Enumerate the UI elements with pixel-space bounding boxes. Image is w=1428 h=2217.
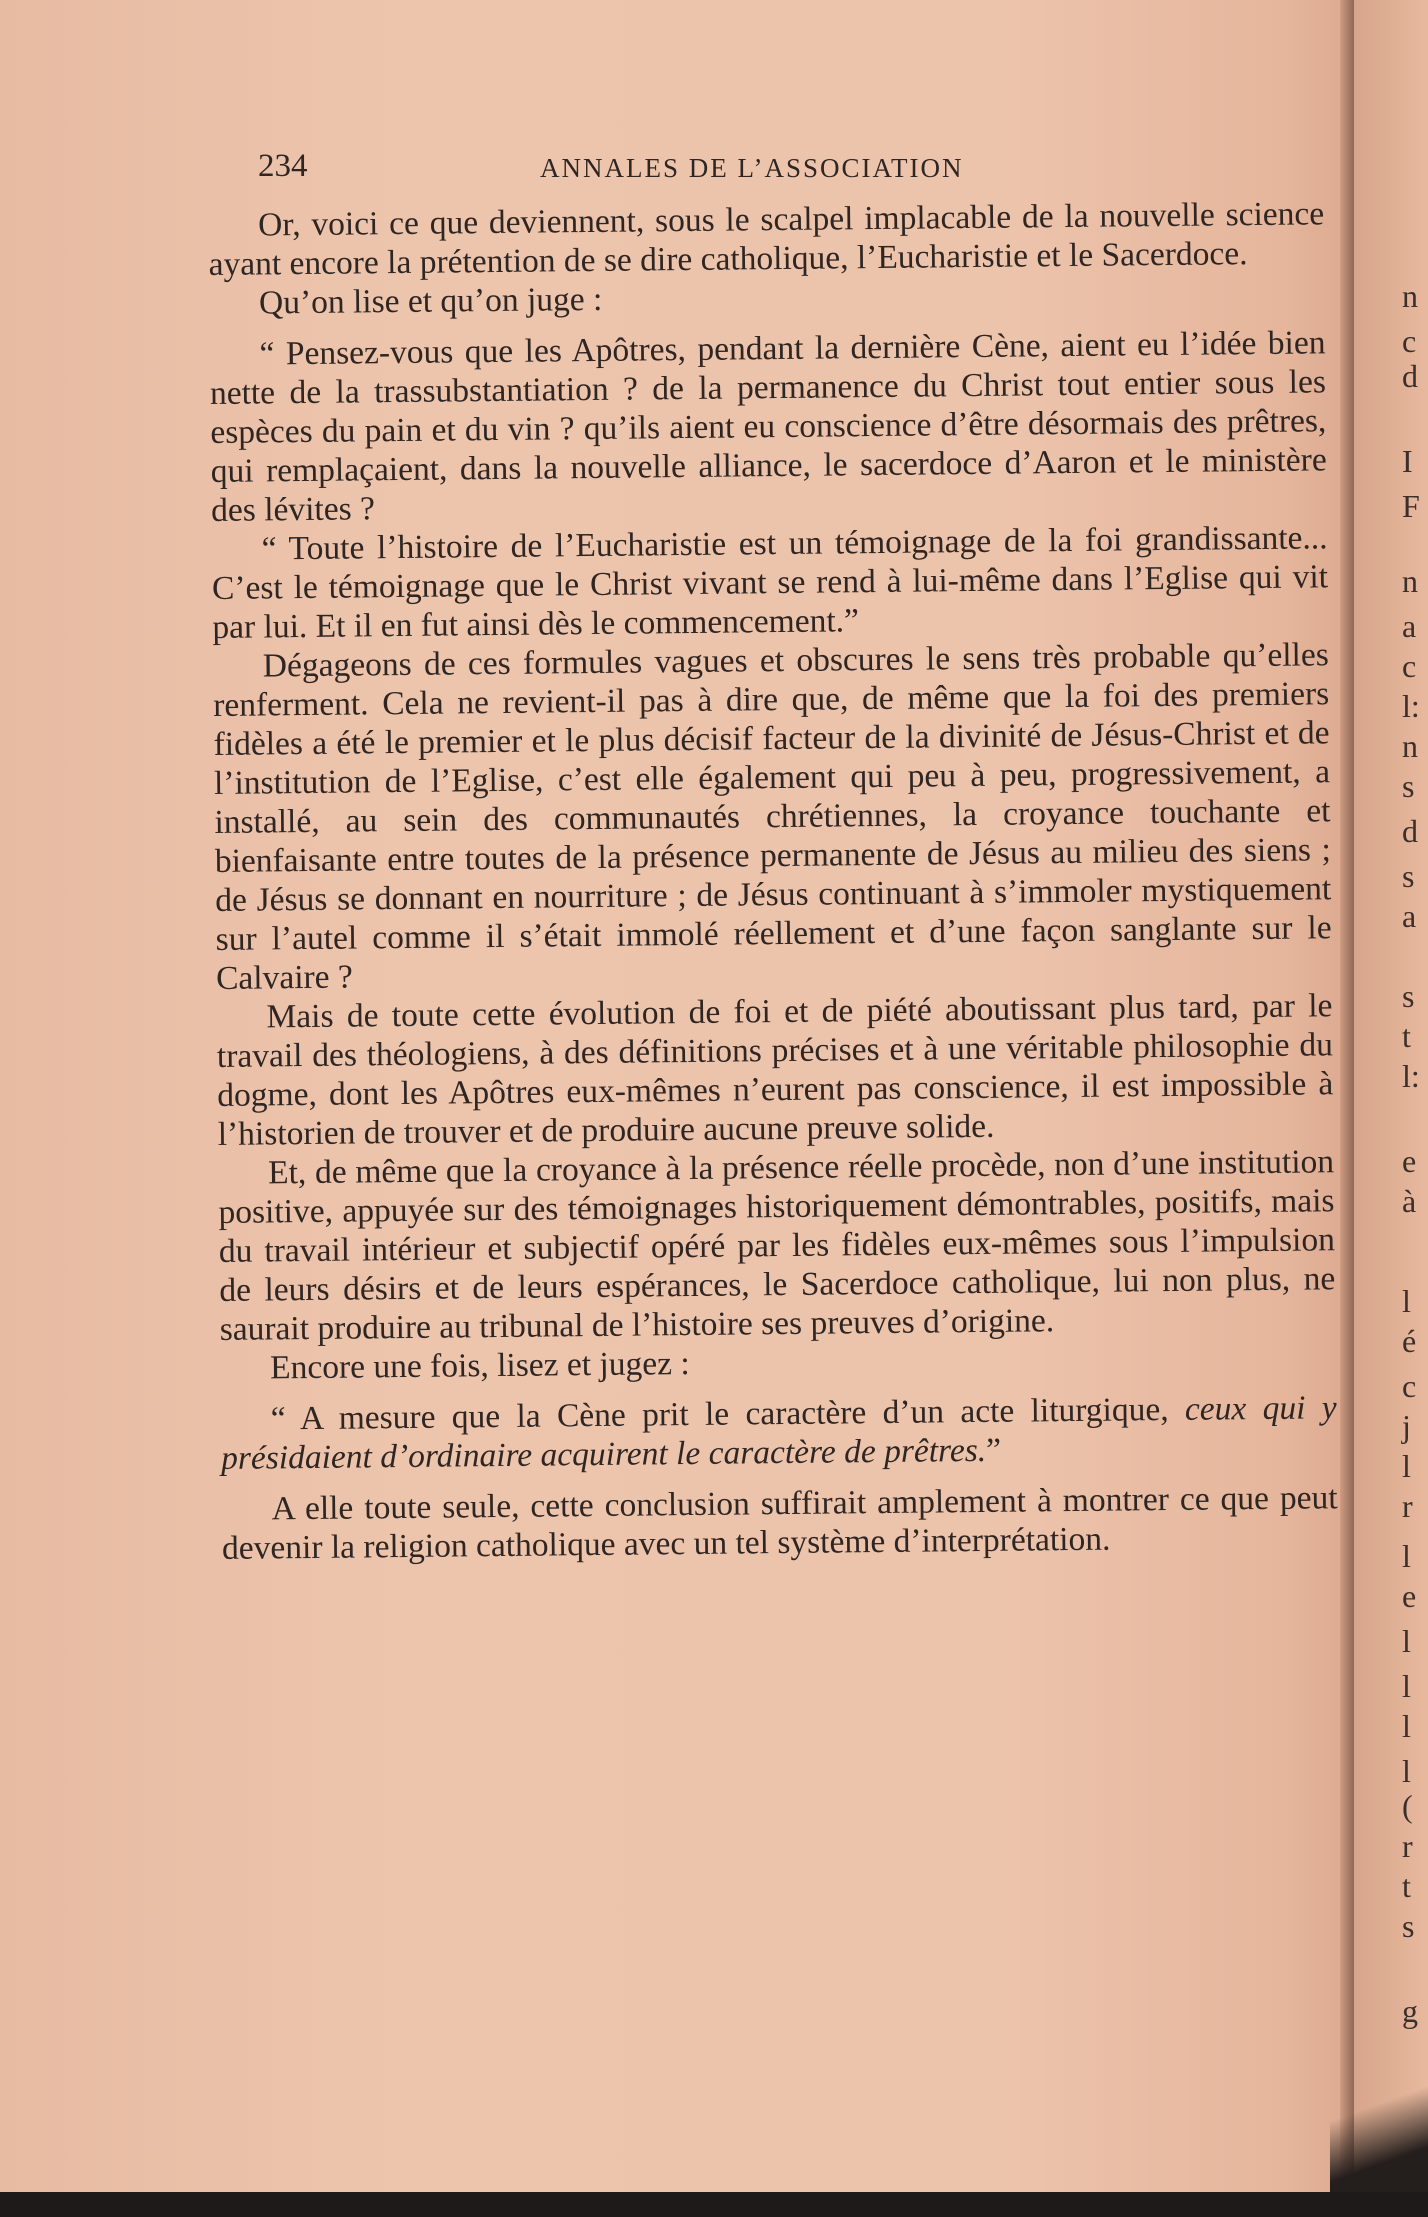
facing-page-letter: j [1402, 1408, 1411, 1444]
facing-page-letter: F [1402, 488, 1420, 524]
quote-paragraph: “ Toute l’histoire de l’Eucharistie est un témoignage de la foi grandissante... C’est le témoignage que le Christ vivant se rend à lui-même dans l’Eglise qui vit par lui. Et il en fut ainsi dès le commencement.” [211, 519, 1329, 646]
body-text [208, 194, 1338, 1568]
facing-page-letter: s [1402, 1908, 1415, 1944]
facing-page-letter: l: [1402, 1058, 1420, 1094]
facing-page-letter: l [1402, 1668, 1411, 1704]
quote-paragraph: “ Pensez-vous que les Apôtres, pendant la dernière Cène, aient eu l’idée bien nette de la trassubstantiation ? de la permanence du Christ tout entier sous les espèces du pain et du vin ? qu’ils aient eu conscience d’être désormais des prêtres, qui remplaçaient, dans la nouvelle alliance, le sacerdoce d’Aaron et le ministère des lévites ? [209, 324, 1327, 529]
facing-page-letter: l [1402, 1448, 1411, 1484]
facing-page-letter: l [1402, 1753, 1411, 1789]
facing-page-letter: ( [1402, 1788, 1413, 1824]
scan-bottom-border [0, 2192, 1428, 2217]
book-gutter [1340, 0, 1354, 2217]
paragraph: Qu’on lise et qu’on juge : [258, 280, 603, 322]
quote-text: “ A mesure que la Cène prit le caractère d’un acte liturgique, [270, 1390, 1186, 1438]
facing-page-letter: n [1402, 563, 1418, 599]
facing-page-letter: l: [1402, 688, 1420, 724]
quote-close: ” [985, 1431, 1002, 1469]
facing-page-letter: d [1402, 358, 1418, 394]
facing-page-letter: n [1402, 278, 1418, 314]
paragraph: Dégageons de ces formules vagues et obscures le sens très probable qu’elles renferment. Cela ne revient-il pas à dire que, de même que la foi des premiers fidèles a été le premier et le plus décisif facteur de la divinité de Jésus-Christ et de l’institution de l’Eglise, c’est elle également qui peu à peu, progressivement, a installé, au sein des communautés chrétiennes, la croyance touchante et bienfaisante entre toutes de la présence permanente de Jésus au milieu des siens ; de Jésus se donnant en nourriture ; de Jésus continuant à s’immoler mystiquement sur l’autel comme il s’était immolé réellement et d’une façon sanglante sur le Calvaire ? [213, 636, 1332, 997]
paragraph: Mais de toute cette évolution de foi et de piété aboutissant plus tard, par le travail des théologiens, à des définitions précises et à une véritable philosophie du dogme, dont les Apôtres eux-mêmes n’eurent pas conscience, il est impossible à l’historien de trouver et de produire aucune preuve solide. [216, 987, 1334, 1153]
closing-paragraph: A elle toute seule, cette conclusion suffirait amplement à montrer ce que peut devenir la religion catholique avec un tel système d’interprétation. [221, 1479, 1338, 1567]
facing-page-letter: c [1402, 648, 1417, 684]
running-title: ANNALES DE L’ASSOCIATION [540, 153, 964, 183]
paragraph: Encore une fois, lisez et jugez : [269, 1345, 690, 1387]
facing-page-letter: à [1402, 1183, 1417, 1219]
facing-page-letter: a [1402, 898, 1417, 934]
facing-page-letter: t [1402, 1868, 1411, 1904]
facing-page-letter: r [1402, 1828, 1413, 1864]
facing-page-letter: s [1402, 978, 1415, 1014]
facing-page-letter: r [1402, 1488, 1413, 1524]
facing-page-letter: l [1402, 1708, 1411, 1744]
facing-page-letter: c [1402, 1368, 1417, 1404]
corner-shadow [1330, 2060, 1428, 2200]
facing-page-letter: l [1402, 1538, 1411, 1574]
facing-page-edge [1354, 0, 1428, 2217]
quote-italic-text: ceux qui y présidaient d’ordinaire acquirent le caractère de prêtres. [220, 1389, 1337, 1477]
page-number: 234 [258, 148, 308, 184]
facing-page-letter: d [1402, 813, 1418, 849]
quote-paragraph [221, 1388, 1338, 1478]
facing-page-letter: g [1402, 1993, 1418, 2029]
facing-page-letter: t [1402, 1018, 1411, 1054]
paragraph: Et, de même que la croyance à la présence réelle procède, non d’une institution positive, appuyée sur des témoignages historiquement démontrables, positifs, mais du travail intérieur et subjectif opéré par les fidèles eux-mêmes sous l’impulsion de leurs désirs et de leurs espérances, le Sacerdoce catholique, lui non plus, ne saurait produire au tribunal de l’histoire ses preuves d’origine. [218, 1143, 1336, 1348]
facing-page-letter: e [1402, 1143, 1417, 1179]
facing-page-letter: a [1402, 608, 1417, 644]
paragraph: Or, voici ce que deviennent, sous le scalpel implacable de la nouvelle science ayant encore la prétention de se dire catholique, l’Eucharistie et le Sacerdoce. [208, 195, 1325, 283]
facing-page-letter: l [1402, 1283, 1411, 1319]
facing-page-letter: n [1402, 728, 1418, 764]
facing-page-letter: I [1402, 443, 1413, 479]
facing-page-letter: s [1402, 768, 1415, 804]
facing-page-letter: e [1402, 1578, 1417, 1614]
facing-page-letter: s [1402, 858, 1415, 894]
facing-page-letter: l [1402, 1623, 1411, 1659]
page-header [258, 148, 1338, 192]
facing-page-letter: é [1402, 1323, 1417, 1359]
facing-page-letter: c [1402, 323, 1417, 359]
